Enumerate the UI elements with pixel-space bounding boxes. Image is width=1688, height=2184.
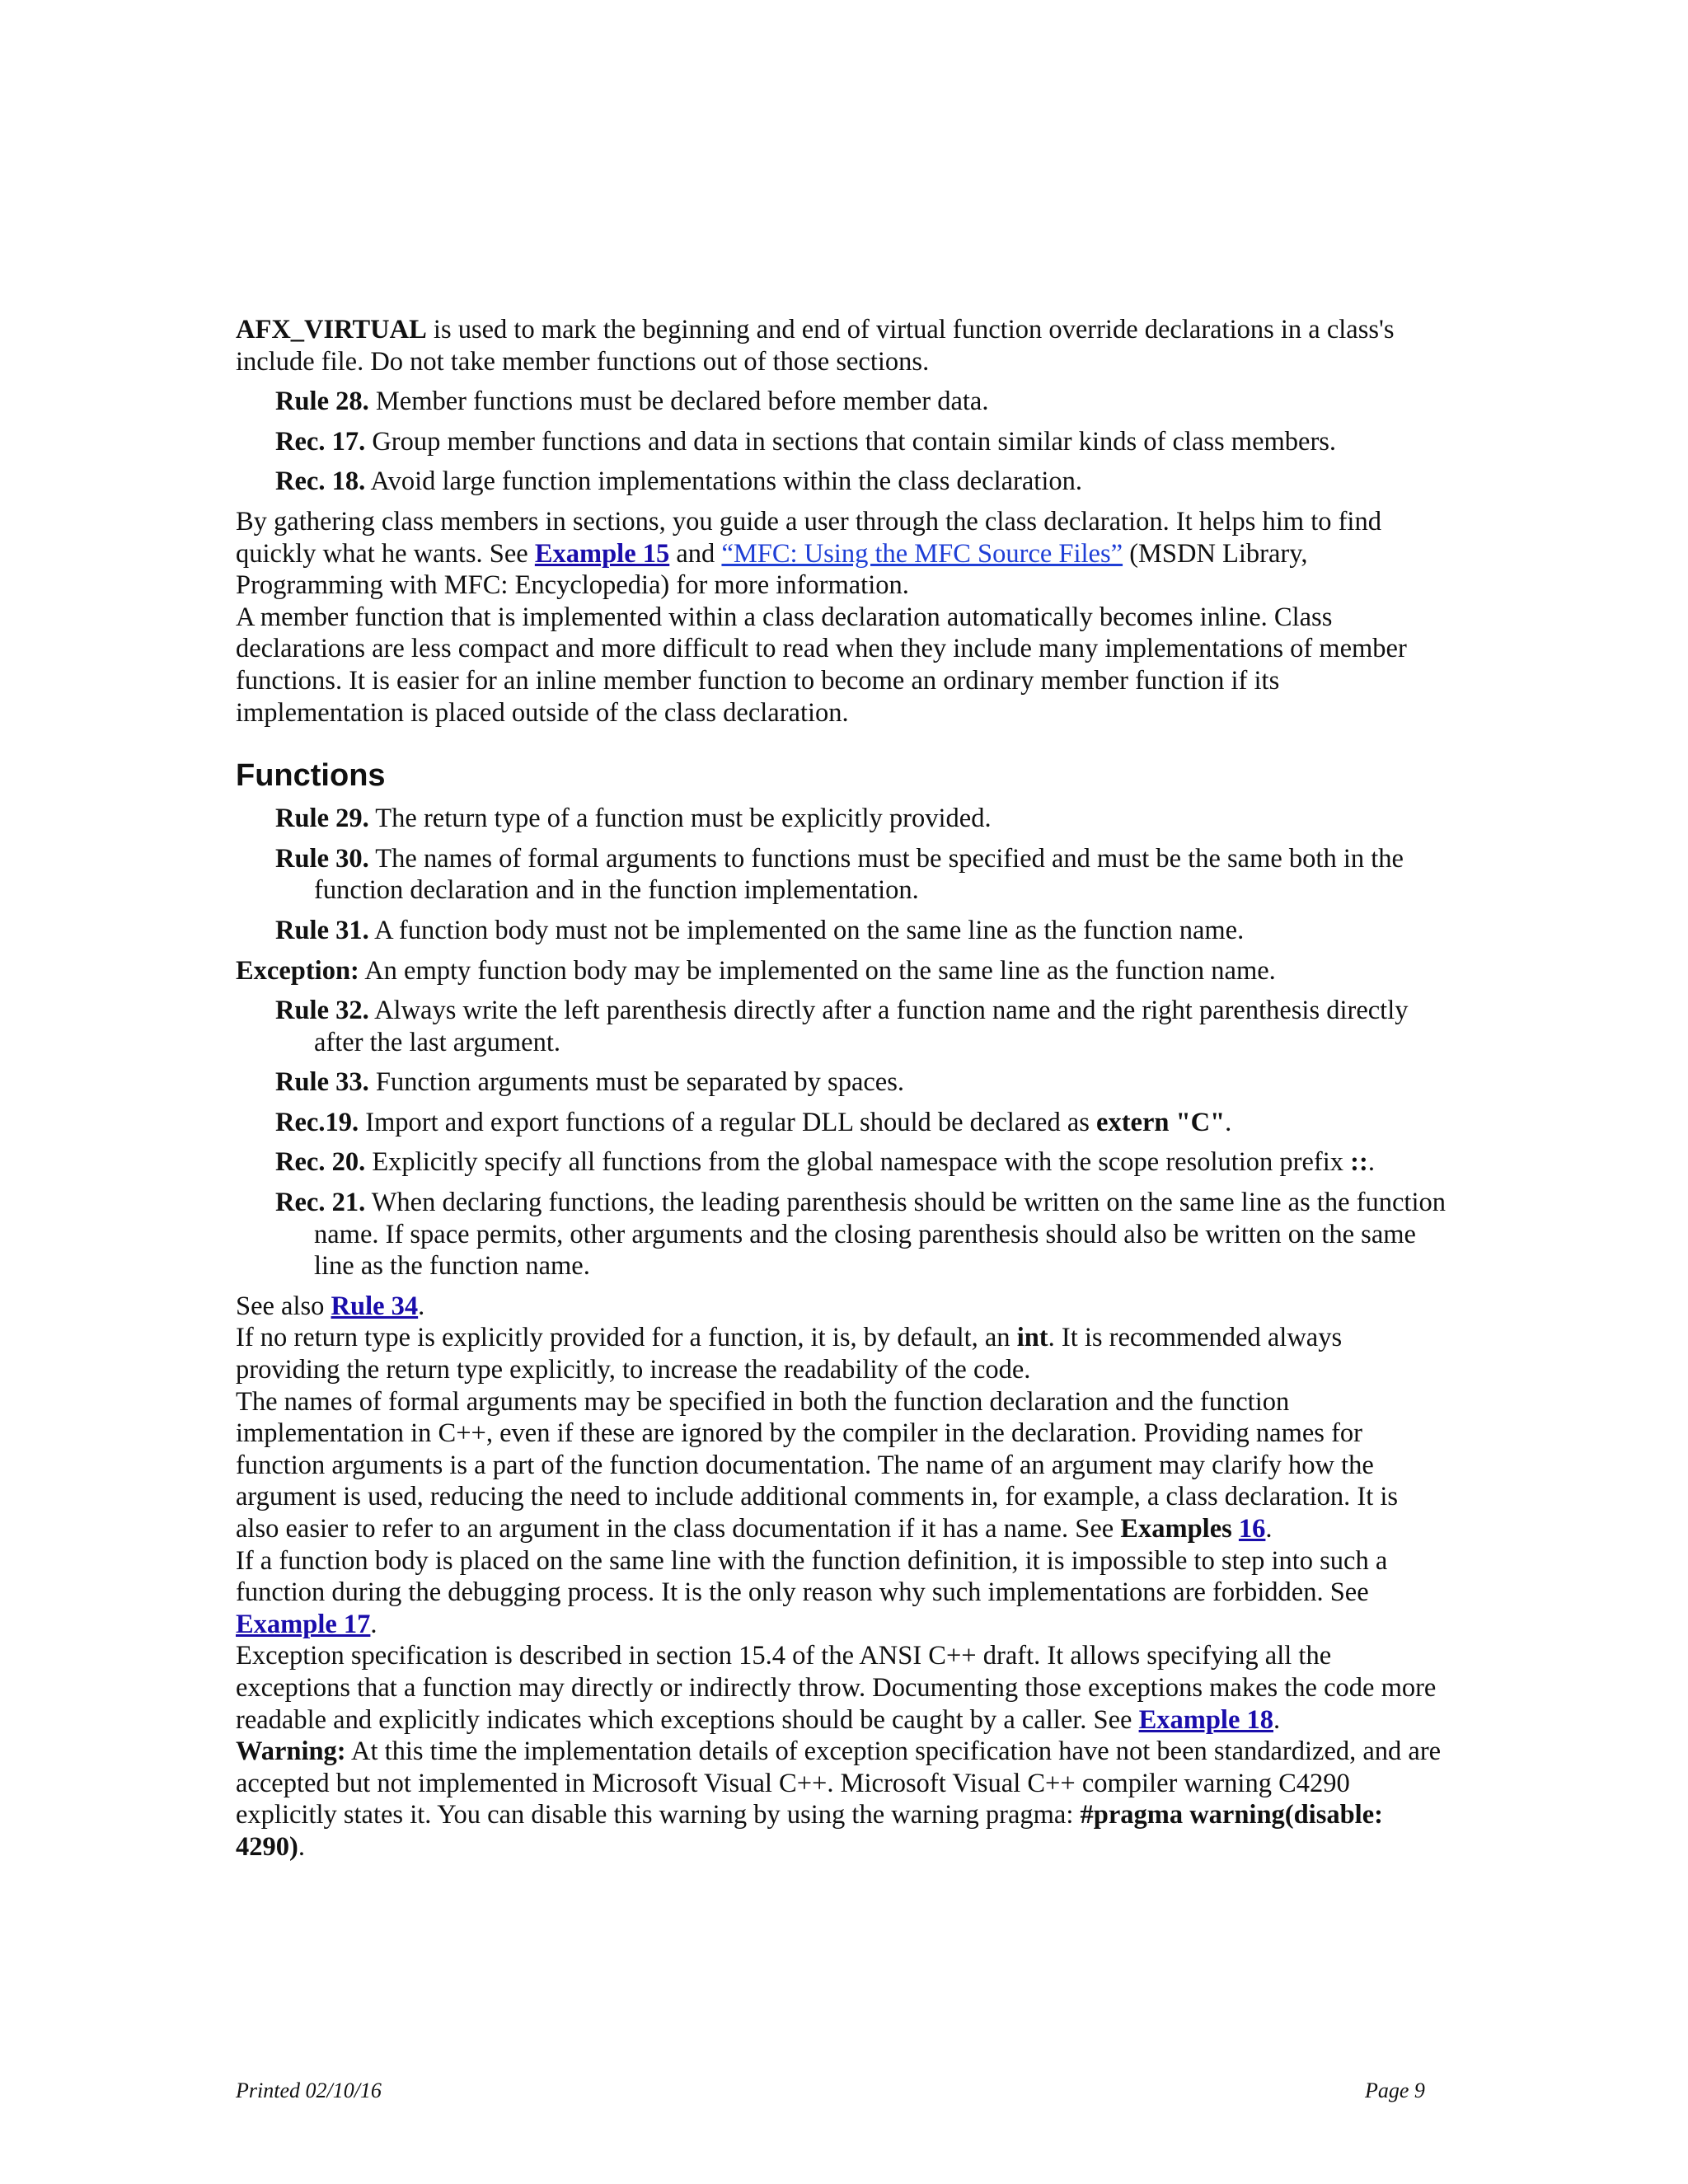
gathering-paragraph bbox=[236, 506, 1447, 602]
rule-33 bbox=[275, 1066, 1447, 1099]
exception-spec-paragraph bbox=[236, 1640, 1447, 1736]
example-17-link[interactable] bbox=[236, 1610, 370, 1639]
page-content bbox=[236, 314, 1447, 1863]
rule-text: Group member functions and data in sections that contain similar kinds of class members. bbox=[365, 426, 1337, 457]
rule-text: Function arguments must be separated by spaces. bbox=[368, 1067, 905, 1098]
rule-label: Rec. 17. bbox=[275, 426, 366, 457]
rule-text: The return type of a function must be explicitly provided. bbox=[368, 804, 992, 834]
rule-32 bbox=[275, 995, 1447, 1058]
rule-text: A function body must not be implemented on the same line as the function name. bbox=[368, 915, 1245, 945]
rule-text: Always write the left parenthesis directly after a function name and the right parenthesis directly after the last argument. bbox=[314, 996, 1409, 1057]
rec-17 bbox=[275, 426, 1447, 458]
warning-paragraph bbox=[236, 1736, 1447, 1863]
punctuation: . bbox=[1225, 1107, 1232, 1137]
rule-label: Rule 32. bbox=[275, 996, 369, 1026]
rule-28 bbox=[275, 386, 1447, 418]
body-text: . It is recommended always providing the return type explicitly, to increase the readability of the code. bbox=[236, 1323, 1343, 1385]
rule-text: Avoid large function implementations within the class declaration. bbox=[365, 466, 1082, 497]
exception-text: An empty function body may be implemented on the same line as the function name. bbox=[359, 955, 1276, 986]
rec-18 bbox=[275, 466, 1447, 498]
example-16-link[interactable] bbox=[1239, 1514, 1266, 1544]
examples-label: Examples bbox=[1120, 1514, 1239, 1544]
rule-label: Rec. 18. bbox=[275, 466, 366, 497]
code-keyword: #pragma warning(disable: 4290) bbox=[236, 1800, 1383, 1862]
code-keyword: :: bbox=[1350, 1147, 1368, 1178]
link-text: Example 15 bbox=[534, 538, 670, 569]
body-text: At this time the implementation details of exception specification have not been standardized, and are accepted but not implemented in Microsoft Visual C++. Microsoft Visual C++ compiler warning C4290 explicitly states it. You can disable this warning by using the warning pragma: bbox=[236, 1736, 1442, 1830]
body-text: By gathering class members in sections, you guide a user through the class declaration. It helps him to find quickly what he wants. See bbox=[236, 506, 1381, 569]
mfc-source-files-link[interactable]: “MFC: Using the MFC Source Files” bbox=[721, 538, 1123, 569]
rule-31 bbox=[275, 915, 1447, 947]
section-heading-functions: Functions bbox=[236, 758, 386, 794]
rule-34-link[interactable] bbox=[331, 1291, 419, 1321]
inline-member-paragraph: A member function that is implemented within a class declaration automatically becomes inline. Class declarations are less compact and more difficult to read when they include many implementations of member functions. It is easier for an inline member function to become an ordinary member function if its implementation is placed outside of the class declaration. bbox=[236, 602, 1407, 728]
rule-label: Rule 29. bbox=[275, 804, 369, 834]
link-text: Example 17 bbox=[236, 1609, 371, 1639]
afx-virtual-text: is used to mark the beginning and end of virtual function override declarations in a class's include file. Do not take member functions out of those sections. bbox=[236, 315, 1395, 377]
rule-label: Rule 31. bbox=[275, 915, 369, 945]
punctuation: . bbox=[1273, 1704, 1281, 1735]
rec-21 bbox=[275, 1187, 1447, 1282]
link-text: 16 bbox=[1238, 1514, 1266, 1544]
example-15-link[interactable] bbox=[535, 539, 669, 569]
footer-page-number: Page 9 bbox=[1365, 2079, 1425, 2102]
rule-text: The names of formal arguments to functions must be specified and must be the same both in the function declaration and in the function implementation. bbox=[314, 843, 1404, 906]
function-body-paragraph bbox=[236, 1545, 1447, 1641]
rule-text: Import and export functions of a regular DLL should be declared as bbox=[359, 1107, 1097, 1137]
rule-text: Member functions must be declared before member data. bbox=[368, 387, 989, 417]
rule-text: Explicitly specify all functions from the global namespace with the scope resolution prefix bbox=[365, 1147, 1351, 1178]
punctuation: . bbox=[1367, 1147, 1375, 1178]
example-18-link[interactable] bbox=[1139, 1705, 1273, 1735]
rule-label: Rec.19. bbox=[275, 1107, 359, 1137]
afx-virtual-paragraph bbox=[236, 314, 1447, 377]
punctuation: . bbox=[1265, 1514, 1273, 1544]
rec-19 bbox=[275, 1107, 1447, 1139]
afx-virtual-term: AFX_VIRTUAL bbox=[236, 315, 427, 344]
link-text: Example 18 bbox=[1138, 1704, 1273, 1735]
body-text: Exception specification is described in section 15.4 of the ANSI C++ draft. It allows specifying all the exceptions that a function may directly or indirectly throw. Documenting those exceptions makes the code more readable and explicitly indicates which exceptions should be caught by a caller. See bbox=[236, 1641, 1437, 1735]
punctuation: . bbox=[370, 1609, 377, 1639]
rule-text: When declaring functions, the leading parenthesis should be written on the same line as the function name. If space permits, other arguments and the closing parenthesis should also be written on the same line as the function name. bbox=[314, 1188, 1446, 1282]
rule-30 bbox=[275, 843, 1447, 907]
body-text: and bbox=[669, 538, 722, 569]
rec-20 bbox=[275, 1146, 1447, 1179]
punctuation: . bbox=[418, 1291, 425, 1321]
rule-label: Rule 28. bbox=[275, 387, 369, 417]
rule-label: Rule 30. bbox=[275, 843, 369, 874]
body-text: See also bbox=[236, 1291, 331, 1321]
body-text: If a function body is placed on the same line with the function definition, it is impossible to step into such a function during the debugging process. It is the only reason why such implementations are forbidden. See bbox=[236, 1545, 1388, 1608]
rule-29 bbox=[275, 803, 1447, 835]
body-text: The names of formal arguments may be specified in both the function declaration and the function implementation in C++, even if these are ignored by the compiler in the declaration. Providing names for function arguments is a part of the function documentation. The name of an argument may clarify how the argument is used, reducing the need to include additional comments in, for example, a class declaration. It is also easier to refer to an argument in the class documentation if it has a name. See bbox=[236, 1386, 1399, 1544]
body-text: (MSDN Library, Programming with MFC: Encyclopedia) for more information. bbox=[236, 538, 1308, 601]
link-text: Rule 34 bbox=[331, 1291, 419, 1321]
punctuation: . bbox=[298, 1831, 305, 1862]
rule-label: Rec. 20. bbox=[275, 1147, 366, 1178]
code-keyword: extern "C" bbox=[1096, 1107, 1226, 1137]
exception-label: Exception: bbox=[236, 955, 359, 986]
rule-label: Rule 33. bbox=[275, 1067, 369, 1098]
warning-label: Warning: bbox=[236, 1736, 346, 1767]
exception-note bbox=[236, 955, 1447, 987]
return-type-paragraph bbox=[236, 1322, 1447, 1385]
footer-printed-date: Printed 02/10/16 bbox=[236, 2079, 382, 2102]
code-keyword: int bbox=[1016, 1323, 1048, 1353]
body-text: If no return type is explicitly provided for a function, it is, by default, an bbox=[236, 1323, 1017, 1353]
see-also-line bbox=[236, 1291, 1447, 1323]
rule-label: Rec. 21. bbox=[275, 1188, 366, 1218]
formal-arguments-paragraph bbox=[236, 1386, 1447, 1545]
